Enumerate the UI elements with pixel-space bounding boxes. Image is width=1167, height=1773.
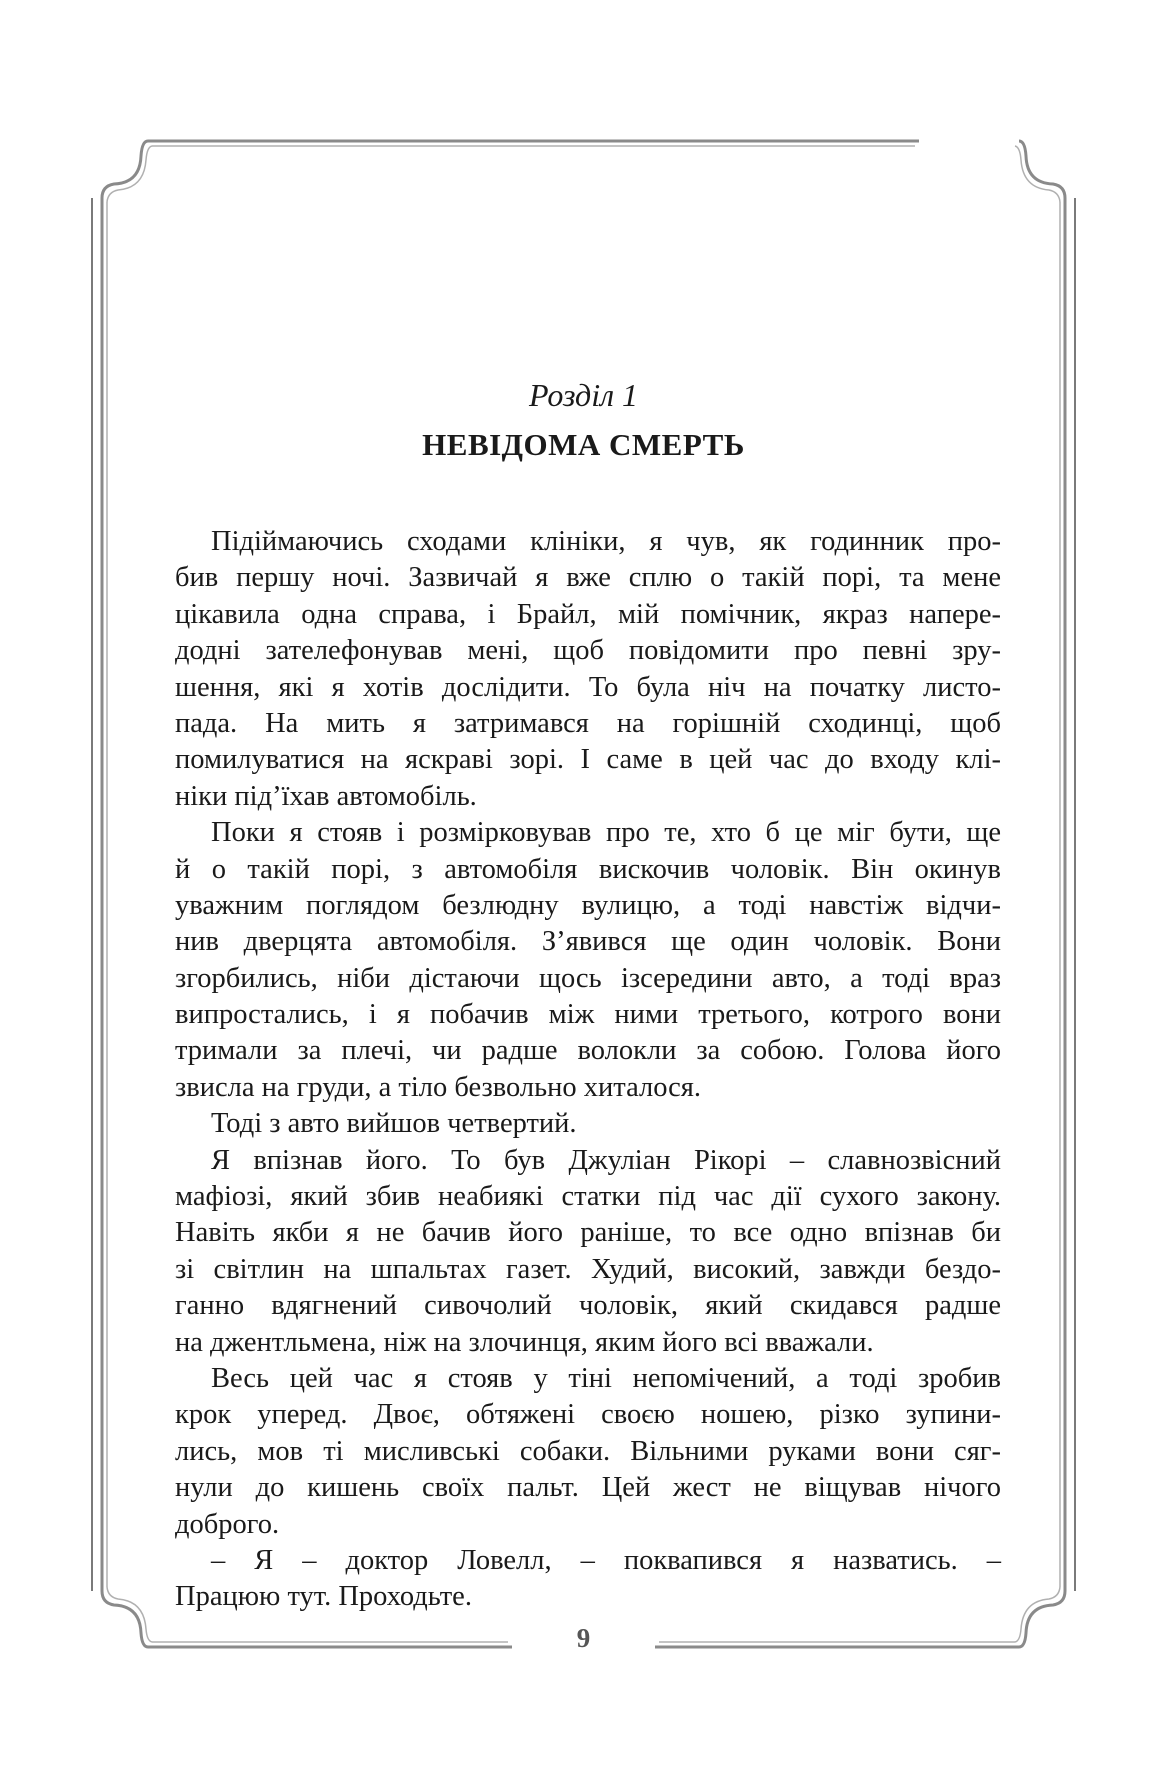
- text-line: цікавила одна справа, і Брайл, мій помічник, якраз напере-: [175, 598, 1001, 630]
- text-line: випростались, і я побачив між ними третього, котрого вони: [175, 999, 1001, 1031]
- text-line: згорбились, ніби дістаючи щось ізсередини авто, а тоді враз: [175, 962, 1001, 994]
- text-line: Підіймаючись сходами клініки, я чув, як годинник про-: [211, 526, 1001, 557]
- text-line: уважним поглядом безлюдну вулицю, а тоді навстіж відчи-: [175, 889, 1001, 921]
- text-line: нули до кишень своїх пальт. Цей жест не віщував нічого: [175, 1472, 1001, 1504]
- text-line: й о такій порі, з автомобіля вискочив чоловік. Він окинув: [175, 853, 1001, 885]
- paragraph: [175, 1106, 1001, 1142]
- text-line: зі світлин на шпальтах газет. Худий, високий, завжди бездо-: [175, 1253, 1001, 1285]
- text-line: лись, мов ті мисливські собаки. Вільними руками вони сяг-: [175, 1435, 1001, 1467]
- text-line: Я впізнав його. То був Джуліан Рікорі – славнозвісний: [211, 1144, 1001, 1176]
- text-line: додні зателефонував мені, щоб повідомити про певні зру-: [175, 635, 1001, 667]
- text-line: помилуватися на яскраві зорі. І саме в цей час до входу клі-: [175, 744, 1001, 776]
- text-line: Тоді з авто вийшов четвертий.: [211, 1108, 577, 1140]
- text-line: мафіозі, який збив неабиякі статки під час дії сухого закону.: [175, 1181, 1001, 1213]
- text-line: звисла на груди, а тіло безвольно хиталося.: [175, 1071, 702, 1103]
- paragraph: [175, 1543, 1001, 1616]
- paragraph: [175, 815, 1001, 1106]
- text-line: крок уперед. Двоє, обтяжені своєю ношею, різко зупини-: [175, 1399, 1001, 1431]
- text-line: Працюю тут. Проходьте.: [175, 1581, 472, 1613]
- text-line: – Я – доктор Ловелл, – поквапився я назватись. –: [211, 1544, 1001, 1576]
- text-line: нив дверцята автомобіля. З’явився ще один чоловік. Вони: [175, 926, 1001, 958]
- text-line: Поки я стояв і розмірковував про те, хто б це міг бути, ще: [211, 817, 1001, 849]
- paragraph: [175, 1361, 1001, 1543]
- text-line: ганно вдягнений сивочолий чоловік, який скидався радше: [175, 1290, 1001, 1322]
- text-line: Навіть якби я не бачив його раніше, то все одно впізнав би: [175, 1217, 1001, 1249]
- chapter-label: Розділ 1: [528, 377, 639, 413]
- text-line: пада. На мить я затримався на горішній сходинці, щоб: [175, 707, 1001, 739]
- paragraph: [175, 1143, 1001, 1361]
- text-line: ніки під’їхав автомобіль.: [175, 780, 477, 812]
- page-number: 9: [576, 1623, 591, 1653]
- paragraph: [175, 524, 1001, 815]
- chapter-body: [175, 524, 1001, 1616]
- text-line: шення, які я хотів дослідити. То була ніч на початку листо-: [175, 671, 1001, 703]
- chapter-title: НЕВІДОМА СМЕРТЬ: [422, 427, 745, 462]
- text-line: бив першу ночі. Зазвичай я вже сплю о такій порі, та мене: [175, 562, 1001, 594]
- text-line: тримали за плечі, чи радше волокли за собою. Голова його: [175, 1035, 1001, 1067]
- text-line: доброго.: [175, 1508, 280, 1540]
- text-line: Весь цей час я стояв у тіні непомічений, а тоді зробив: [211, 1362, 1001, 1394]
- text-line: на джентльмена, ніж на злочинця, яким його всі вважали.: [175, 1326, 874, 1358]
